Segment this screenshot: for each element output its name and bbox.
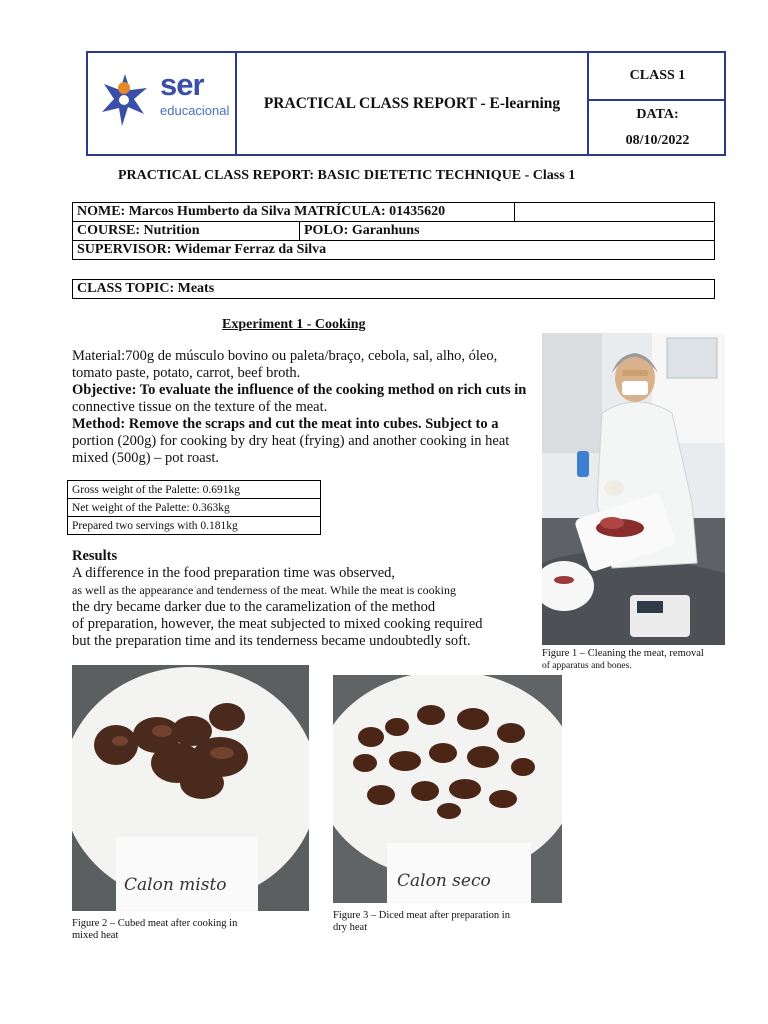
objective-line: Objective: To evaluate the influence of the cooking method on rich cuts in [72, 382, 527, 398]
weight-cell: Net weight of the Palette: 0.363kg [68, 499, 321, 517]
figure-3-card-text: Calon seco [397, 871, 491, 891]
figure-3-caption [333, 910, 543, 934]
course-cell: COURSE: Nutrition [73, 222, 300, 241]
caption-line: Figure 2 – Cubed meat after cooking in [72, 918, 238, 929]
method-line: mixed (500g) – pot roast. [72, 450, 219, 466]
date-label: DATA: [636, 106, 679, 122]
report-header [86, 51, 726, 156]
lab-scene-illustration [542, 333, 725, 645]
experiment-body [72, 348, 542, 467]
student-info-table [72, 202, 715, 260]
results-line: but the preparation time and its tenderness became undoubtedly soft. [72, 633, 471, 649]
supervisor-cell: SUPERVISOR: Widemar Ferraz da Silva [73, 241, 715, 260]
figure-2-caption [72, 918, 272, 942]
figure-2-card-text: Calon misto [124, 875, 227, 895]
name-cell: NOME: Marcos Humberto da Silva MATRÍCULA: 01435620 [73, 203, 515, 222]
table-row [73, 222, 715, 241]
caption-line: mixed heat [72, 930, 119, 941]
results-line: as well as the appearance and tenderness of the meat. While the meat is cooking [72, 583, 456, 597]
weight-cell: Gross weight of the Palette: 0.691kg [68, 481, 321, 499]
caption-line: Figure 3 – Diced meat after preparation in [333, 910, 510, 921]
method-line: Method: Remove the scraps and cut the meat into cubes. Subject to a [72, 416, 499, 432]
caption-line: dry heat [333, 922, 368, 933]
empty-cell [515, 203, 715, 222]
class-topic-table [72, 279, 715, 299]
results-line: of preparation, however, the meat subjected to mixed cooking required [72, 616, 483, 632]
results-section [72, 548, 542, 650]
figure-3-photo [333, 675, 562, 903]
results-line: A difference in the food preparation time was observed, [72, 565, 396, 581]
objective-line: connective tissue on the texture of the meat. [72, 399, 328, 415]
table-row [68, 517, 321, 535]
polo-cell: POLO: Garanhuns [300, 222, 715, 241]
method-line: portion (200g) for cooking by dry heat (frying) and another cooking in heat [72, 433, 510, 449]
class-topic-cell: CLASS TOPIC: Meats [73, 280, 715, 299]
table-row [73, 203, 715, 222]
table-row [73, 241, 715, 260]
table-row [73, 280, 715, 299]
dry-heat-meat-illustration [333, 675, 562, 903]
ser-educacional-logo-icon [92, 68, 158, 134]
caption-line: of apparatus and bones. [542, 661, 632, 671]
date-value: 08/10/2022 [625, 132, 690, 148]
table-row [68, 481, 321, 499]
results-heading: Results [72, 548, 118, 564]
material-line: Material:700g de músculo bovino ou paleta/braço, cebola, sal, alho, óleo, [72, 348, 498, 364]
table-row [68, 499, 321, 517]
weights-table [67, 480, 321, 535]
caption-line: Figure 1 – Cleaning the meat, removal [542, 648, 704, 659]
figure-1-caption [542, 648, 728, 672]
figure-2-photo [72, 665, 309, 911]
material-line: tomato paste, potato, carrot, beef broth. [72, 365, 301, 381]
header-title: PRACTICAL CLASS REPORT - E-learning [237, 53, 589, 154]
figure-1-photo [542, 333, 725, 645]
experiment-heading: Experiment 1 - Cooking [222, 317, 366, 332]
logo-word: ser [160, 67, 204, 102]
report-title: PRACTICAL CLASS REPORT: BASIC DIETETIC TECHNIQUE - Class 1 [118, 168, 576, 183]
logo-subtitle: educacional [160, 103, 230, 118]
results-line: the dry became darker due to the caramelization of the method [72, 599, 436, 615]
logo-cell [88, 53, 237, 154]
weight-cell: Prepared two servings with 0.181kg [68, 517, 321, 535]
class-label: CLASS 1 [589, 53, 726, 101]
date-cell [589, 101, 726, 154]
